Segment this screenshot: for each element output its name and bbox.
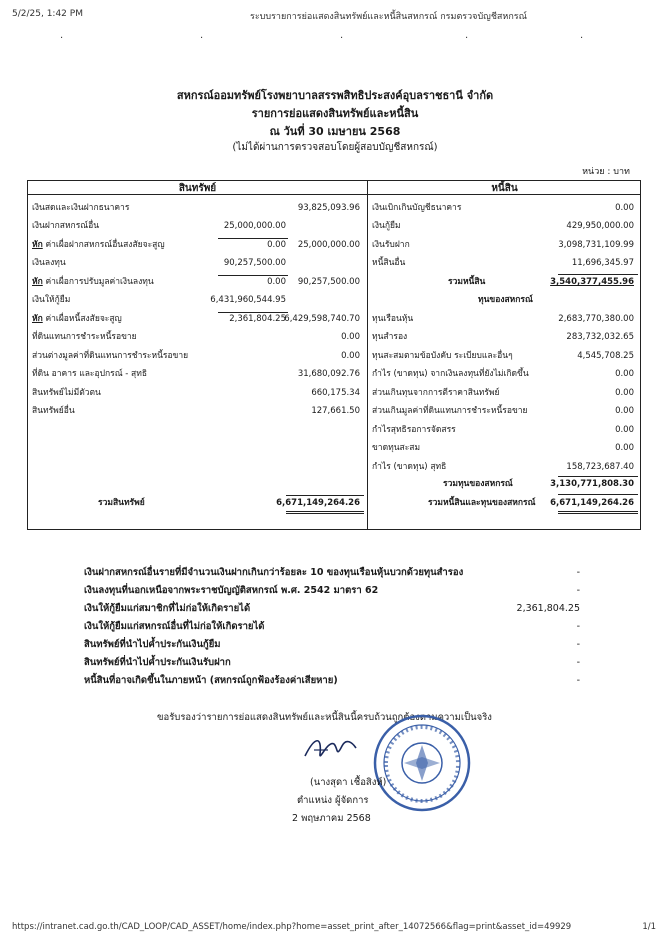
note-value: - [576,639,580,650]
equity-label: ขาดทุนสะสม [372,443,421,453]
report-date: ณ วันที่ 30 เมษายน 2568 [269,125,401,138]
asset-label: เงินสดและเงินฝากธนาคาร [32,203,130,213]
asset-label: สินทรัพย์ไม่มีตัวตน [32,388,101,398]
equity-value: 0.00 [615,369,634,379]
assets-total-label: รวมสินทรัพย์ [98,498,145,508]
report-note: (ไม่ได้ผ่านการตรวจสอบโดยผู้สอบบัญชีสหกรณ์) [232,142,438,153]
asset-main: 660,175.34 [311,388,360,398]
equity-value: 4,545,708.25 [577,351,634,361]
note-value: - [576,567,580,578]
equity-label: กำไร (ขาดทุน) สุทธิ [372,462,447,472]
note-value: - [576,621,580,632]
equity-value: 0.00 [615,425,634,435]
dot-mark: . [200,30,204,41]
equity-total-label: รวมทุนของสหกรณ์ [443,479,513,489]
note-value: - [576,675,580,686]
equity-label: ส่วนเกินมูลค่าที่ดินแทนการชำระหนี้รอขาย [372,406,528,416]
note-label: สินทรัพย์ที่นำไปค้ำประกันเงินกู้ยืม [84,639,221,650]
signature-icon [300,728,360,768]
liability-value: 11,696,345.97 [571,258,634,268]
dot-mark: . [465,30,469,41]
asset-label: เงินลงทุน [32,258,66,268]
asset-label-text: ค่าเผื่อการปรับมูลค่าเงินลงทุน [42,277,154,287]
equity-label: ส่วนเกินทุนจากการตีราคาสินทรัพย์ [372,388,500,398]
note-label: หนี้สินที่อาจเกิดขึ้นในภายหน้า (สหกรณ์ถูกฟ้องร้องค่าเสียหาย) [84,675,338,686]
equity-label: ทุนเรือนหุ้น [372,314,414,324]
note-label: สินทรัพย์ที่นำไปค้ำประกันเงินรับฝาก [84,657,231,668]
liability-label: เงินรับฝาก [372,240,410,250]
report-title: รายการย่อแสดงสินทรัพย์และหนี้สิน [251,107,419,120]
equity-value: 0.00 [615,443,634,453]
asset-sub: 25,000,000.00 [223,221,286,231]
total-double-rule [286,511,364,514]
subtotal-rule [218,312,288,313]
asset-sub: 0.00 [267,277,286,287]
asset-main: 31,680,092.76 [297,369,360,379]
total-rule [558,476,638,477]
asset-sub: 2,361,804.25 [229,314,286,324]
liabilities-total-value: 3,540,377,455.96 [550,277,634,287]
liability-label: เงินเบิกเกินบัญชีธนาคาร [372,203,462,213]
total-double-rule [558,511,638,514]
deduct-prefix: หัก [32,240,43,250]
signed-date: 2 พฤษภาคม 2568 [292,813,371,824]
assets-total-value: 6,671,149,264.26 [276,498,360,508]
equity-label: กำไรสุทธิรอการจัดสรร [372,425,456,435]
note-value: - [576,585,580,596]
deduct-prefix: หัก [32,314,43,324]
signer-name: (นางสุดา เชื้อสิงห์) [310,777,387,788]
asset-main: 0.00 [341,332,360,342]
note-value: - [576,657,580,668]
certification-statement: ขอรับรองว่ารายการย่อแสดงสินทรัพย์และหนี้สินนี้ครบถ้วนถูกต้องตามความเป็นจริง [157,712,492,723]
asset-label [32,313,122,326]
equity-total-value: 3,130,771,808.30 [550,479,634,489]
note-label: เงินให้กู้ยืมแก่สมาชิกที่ไม่ก่อให้เกิดรายได้ [84,603,251,614]
print-url[interactable]: https://intranet.cad.go.th/CAD_LOOP/CAD_ASSET/home/index.php?home=asset_print_after_14072566&flag=print&asset_id=49929 [12,922,572,932]
dot-mark: . [340,30,344,41]
total-rule [558,494,638,495]
note-label: เงินฝากสหกรณ์อื่นรายที่มีจำนวนเงินฝากเกินกว่าร้อยละ 10 ของทุนเรือนหุ้นบวกด้วยทุนสำรอง [84,567,464,578]
liability-label: หนี้สินอื่น [372,258,406,268]
deduct-prefix: หัก [32,277,43,287]
asset-main: 6,429,598,740.70 [284,314,360,324]
total-rule [286,495,364,496]
subtotal-rule [218,238,288,239]
liability-value: 3,098,731,109.99 [558,240,634,250]
asset-sub: 0.00 [267,240,286,250]
equity-value: 158,723,687.40 [566,462,634,472]
asset-label: สินทรัพย์อื่น [32,406,75,416]
liability-label: เงินกู้ยืม [372,221,401,231]
asset-sub: 90,257,500.00 [223,258,286,268]
asset-label-text: ค่าเผื่อหนี้สงสัยจะสูญ [42,314,122,324]
note-value: 2,361,804.25 [516,603,580,614]
note-label: เงินให้กู้ยืมแก่สหกรณ์อื่นที่ไม่ก่อให้เกิดรายได้ [84,621,265,632]
asset-main: 0.00 [341,351,360,361]
asset-label [32,239,165,252]
equity-label: ทุนสำรอง [372,332,408,342]
equity-label: กำไร (ขาดทุน) จากเงินลงทุนที่ยังไม่เกิดขึ้น [372,369,529,379]
liabilities-total-label: รวมหนี้สิน [448,277,486,287]
liabilities-heading: หนี้สิน [491,183,518,194]
subtotal-rule [218,275,288,276]
asset-label: ที่ดินแทนการชำระหนี้รอขาย [32,332,137,342]
equity-value: 2,683,770,380.00 [558,314,634,324]
liability-value: 0.00 [615,203,634,213]
grand-total-label: รวมหนี้สินและทุนของสหกรณ์ [428,498,536,508]
equity-value: 283,732,032.65 [566,332,634,342]
asset-main: 127,661.50 [311,406,360,416]
equity-value: 0.00 [615,388,634,398]
print-datetime: 5/2/25, 1:42 PM [12,9,83,19]
cooperative-seal-icon [372,713,472,813]
grand-total-value: 6,671,149,264.26 [550,498,634,508]
asset-label: ส่วนต่างมูลค่าที่ดินแทนการชำระหนี้รอขาย [32,351,189,361]
balance-table [27,180,641,530]
equity-heading: ทุนของสหกรณ์ [478,295,533,305]
total-rule [558,274,638,275]
dot-mark: . [60,30,64,41]
equity-value: 0.00 [615,406,634,416]
note-label: เงินลงทุนที่นอกเหนือจากพระราชบัญญัติสหกรณ์ พ.ศ. 2542 มาตรา 62 [84,585,379,596]
org-name: สหกรณ์ออมทรัพย์โรงพยาบาลสรรพสิทธิประสงค์อุบลราชธานี จำกัด [176,89,494,102]
unit-label: หน่วย : บาท [582,167,630,177]
liability-value: 429,950,000.00 [566,221,634,231]
asset-label: ที่ดิน อาคาร และอุปกรณ์ - สุทธิ [32,369,148,379]
asset-main: 25,000,000.00 [297,240,360,250]
signer-position: ตำแหน่ง ผู้จัดการ [297,795,369,806]
asset-sub: 6,431,960,544.95 [210,295,286,305]
asset-main: 90,257,500.00 [297,277,360,287]
print-doc-title: ระบบรายการย่อแสดงสินทรัพย์และหนี้สินสหกรณ์ กรมตรวจบัญชีสหกรณ์ [250,12,527,22]
asset-label-text: ค่าเผื่อฝากสหกรณ์อื่นสงสัยจะสูญ [42,240,165,250]
equity-label: ทุนสะสมตามข้อบังคับ ระเบียบและอื่นๆ [372,351,513,361]
asset-label [32,276,154,289]
dot-mark: . [580,30,584,41]
page-number: 1/1 [642,922,656,932]
asset-label: เงินฝากสหกรณ์อื่น [32,221,100,231]
assets-heading: สินทรัพย์ [178,183,217,194]
asset-main: 93,825,093.96 [297,203,360,213]
asset-label: เงินให้กู้ยืม [32,295,71,305]
